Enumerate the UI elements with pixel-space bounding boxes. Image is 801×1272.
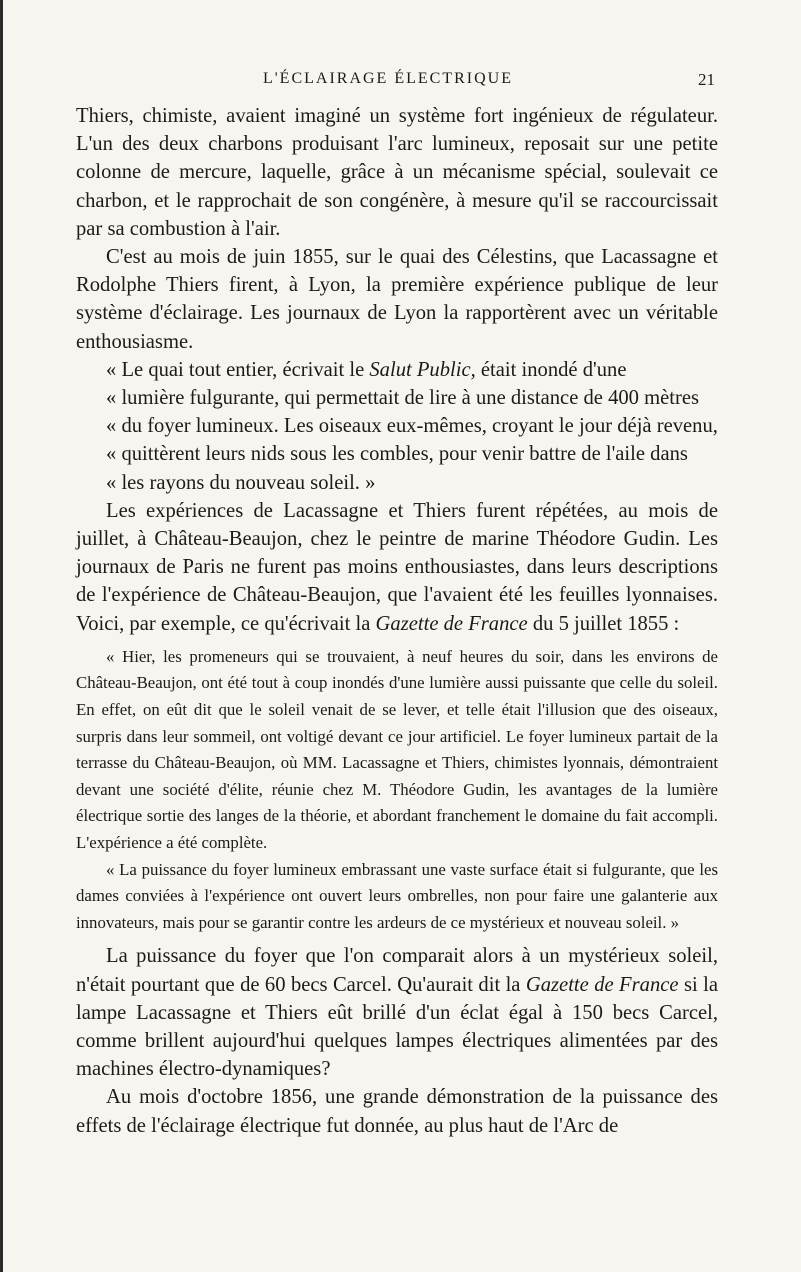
paragraph-5: Au mois d'octobre 1856, une grande démonstration de la puissance des effets de l'éclairage électrique fut donnée, au plus haut de l'Arc de	[76, 1086, 718, 1137]
running-header	[0, 70, 801, 94]
quote-line-5: « les rayons du nouveau soleil. »	[106, 471, 376, 494]
paragraph-3: Les expériences de Lacassagne et Thiers furent répétées, au mois de juillet, à Château-Beaujon, chez le peintre de marine Théodore Gudin. Les journaux de Paris ne furent pas moins enthousiastes, dans leurs descriptions de l'expérience de Château-Beaujon, que l'avaient été les feuilles lyonnaises. Voici, par exemple, ce qu'écrivait la Gazette de France du 5 juillet 1855 :	[76, 499, 718, 635]
paragraph-1: Thiers, chimiste, avaient imaginé un système fort ingénieux de régulateur. L'un des deux charbons produisant l'arc lumineux, reposait sur une petite colonne de mercure, laquelle, grâce à un mécanisme spécial, soulevait ce charbon, et le rapprochait de son congénère, à mesure qu'il se raccourcissait par sa combustion à l'air.	[76, 105, 718, 240]
newspaper-title: Gazette de France	[375, 612, 528, 635]
quote-gazette-2: « La puissance du foyer lumineux embrassant une vaste surface était si fulgurante, que les dames conviées à l'expérience ont ouvert leurs ombrelles, non pour faire une galanterie aux innovateurs, mais pour se garantir contre les ardeurs de ce mystérieux et nouveau soleil. »	[76, 859, 718, 932]
newspaper-title: Salut Public,	[369, 358, 476, 381]
quote-salut-public	[76, 356, 718, 497]
page-number: 21	[698, 70, 715, 89]
body-text	[76, 102, 718, 1140]
quote-line-1: « Le quai tout entier, écrivait le Salut Public, était inondé d'une	[106, 358, 627, 381]
paragraph-2: C'est au mois de juin 1855, sur le quai des Célestins, que Lacassagne et Rodolphe Thiers firent, à Lyon, la première expérience publique de leur système d'éclairage. Les journaux de Lyon la rapportèrent avec un véritable enthousiasme.	[76, 246, 718, 353]
quote-line-3: « du foyer lumineux. Les oiseaux eux-mêmes, croyant le jour déjà revenu,	[106, 415, 718, 438]
quote-line-2: « lumière fulgurante, qui permettait de lire à une distance de 400 mètres	[106, 387, 699, 410]
quote-gazette-1: « Hier, les promeneurs qui se trouvaient, à neuf heures du soir, dans les environs de Château-Beaujon, ont été tout à coup inondés d'une lumière aussi puissante que celle du soleil. En effet, on eût dit que le soleil venait de se lever, et telle était l'illusion que des oiseaux, surpris dans leur sommeil, ont voltigé devant ce jour artificiel. Le foyer lumineux partait de la terrasse du Château-Beaujon, où MM. Lacassagne et Thiers, chimistes lyonnais, démontraient devant une société d'élite, réunie chez M. Théodore Gudin, les avantages de la lumière électrique sortie des langes de la théorie, et abordant franchement le domaine du fait accompli. L'expérience a été complète.	[76, 646, 718, 853]
paragraph-4: La puissance du foyer que l'on comparait alors à un mystérieux soleil, n'était pourtant que de 60 becs Carcel. Qu'aurait dit la Gazette de France si la lampe Lacassagne et Thiers eût brillé d'un éclat égal à 150 becs Carcel, comme brillent aujourd'hui quelques lampes électriques alimentées par des machines électro-dynamiques?	[76, 945, 718, 1081]
newspaper-title: Gazette de France	[525, 973, 679, 996]
running-title: L'ÉCLAIRAGE ÉLECTRIQUE	[263, 70, 513, 87]
quote-line-4: « quittèrent leurs nids sous les combles, pour venir battre de l'aile dans	[106, 443, 688, 466]
